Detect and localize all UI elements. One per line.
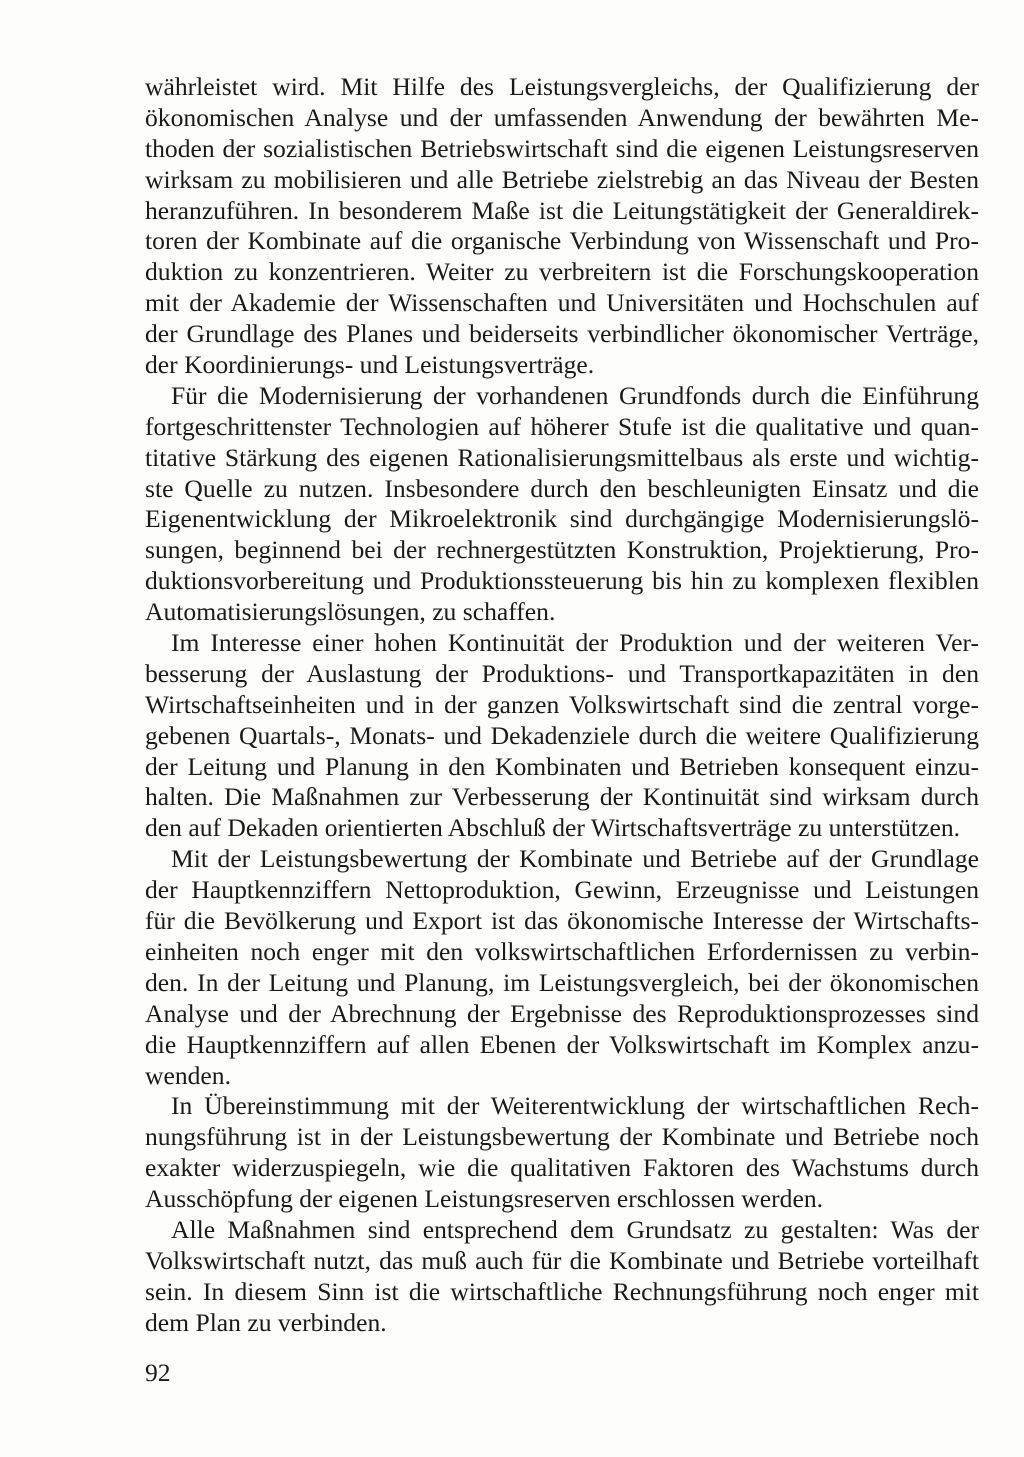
text-line: den auf Dekaden orientierten Abschluß der Wirtschaftsverträge zu unterstützen. [145, 813, 961, 843]
text-line: exakter widerzuspiegeln, wie die qualitativen Faktoren des Wachstums durch [145, 1153, 979, 1183]
text-line: Für die Modernisierung der vorhandenen Grundfonds durch die Einführung [171, 380, 979, 410]
text-line: der Hauptkennziffern Nettoproduktion, Gewinn, Erzeugnisse und Leistungen [145, 875, 979, 905]
text-line: sungen, beginnend bei der rechnergestützten Konstruktion, Projektierung, Pro- [145, 535, 979, 565]
text-line: wirksam zu mobilisieren und alle Betriebe zielstrebig an das Niveau der Besten [145, 164, 979, 194]
text-line: der Grundlage des Planes und beiderseits verbindlicher ökonomischer Verträge, [145, 319, 979, 349]
text-line: einheiten noch enger mit den volkswirtschaftlichen Erfordernissen zu verbin- [145, 936, 979, 966]
text-line: sein. In diesem Sinn ist die wirtschaftliche Rechnungsführung noch enger mit [145, 1276, 979, 1306]
text-line: ökonomischen Analyse und der umfassenden Anwendung der bewährten Me- [145, 102, 979, 132]
text-line: den. In der Leitung und Planung, im Leistungsvergleich, bei der ökonomischen [145, 967, 979, 997]
text-line: Wirtschaftseinheiten und in der ganzen Volkswirtschaft sind die zentral vorge- [145, 689, 979, 719]
text-line: Ausschöpfung der eigenen Leistungsreserven erschlossen werden. [145, 1184, 824, 1214]
text-line: die Hauptkennziffern auf allen Ebenen der Volkswirtschaft im Komplex anzu- [145, 1029, 979, 1059]
text-line: Eigenentwicklung der Mikroelektronik sind durchgängige Modernisierungslö- [145, 504, 979, 534]
text-line: besserung der Auslastung der Produktions- und Transportkapazitäten in den [145, 658, 979, 688]
text-line: heranzuführen. In besonderem Maße ist die Leitungstätigkeit der Generaldirek- [145, 195, 979, 225]
text-line: dem Plan zu verbinden. [145, 1307, 387, 1337]
text-line: mit der Akademie der Wissenschaften und Universitäten und Hochschulen auf [145, 288, 979, 318]
text-line: Mit der Leistungsbewertung der Kombinate und Betriebe auf der Grundlage [171, 844, 979, 874]
text-line: titative Stärkung des eigenen Rationalisierungsmittelbaus als erste und wichtig- [145, 442, 979, 472]
text-line: nungsführung ist in der Leistungsbewertung der Kombinate und Betriebe noch [145, 1122, 979, 1152]
text-line: gebenen Quartals-, Monats- und Dekadenziele durch die weitere Qualifizierung [145, 720, 979, 750]
text-line: Volkswirtschaft nutzt, das muß auch für die Kombinate und Betriebe vorteilhaft [145, 1245, 979, 1275]
body-text [145, 72, 979, 1339]
text-line: währleistet wird. Mit Hilfe des Leistungsvergleichs, der Qualifizierung der [145, 72, 979, 101]
text-line: für die Bevölkerung und Export ist das ökonomische Interesse der Wirtschafts- [145, 906, 979, 936]
text-line: der Leitung und Planung in den Kombinaten und Betrieben konsequent einzu- [145, 751, 979, 781]
text-line: Analyse und der Abrechnung der Ergebnisse des Reproduktionsprozesses sind [145, 998, 979, 1028]
text-line: In Übereinstimmung mit der Weiterentwicklung der wirtschaftlichen Rech- [171, 1091, 979, 1121]
page-number: 92 [145, 1358, 171, 1387]
text-line: toren der Kombinate auf die organische Verbindung von Wissenschaft und Pro- [145, 226, 979, 256]
text-line: duktionsvorbereitung und Produktionssteuerung bis hin zu komplexen flexiblen [145, 566, 979, 596]
text-line: Alle Maßnahmen sind entsprechend dem Grundsatz zu gestalten: Was der [171, 1214, 979, 1244]
text-line: ste Quelle zu nutzen. Insbesondere durch den beschleunigten Einsatz und die [145, 473, 979, 503]
text-line: thoden der sozialistischen Betriebswirtschaft sind die eigenen Leistungsreserven [145, 133, 979, 163]
text-line: der Koordinierungs- und Leistungsverträge. [145, 350, 595, 380]
text-line: Im Interesse einer hohen Kontinuität der Produktion und der weiteren Ver- [171, 628, 979, 658]
text-line: fortgeschrittenster Technologien auf höherer Stufe ist die qualitative und quan- [145, 411, 979, 441]
text-line: duktion zu konzentrieren. Weiter zu verbreitern ist die Forschungskooperation [145, 257, 979, 287]
text-line: wenden. [145, 1060, 231, 1090]
text-line: halten. Die Maßnahmen zur Verbesserung der Kontinuität sind wirksam durch [145, 782, 979, 812]
text-line: Automatisierungslösungen, zu schaffen. [145, 597, 556, 627]
